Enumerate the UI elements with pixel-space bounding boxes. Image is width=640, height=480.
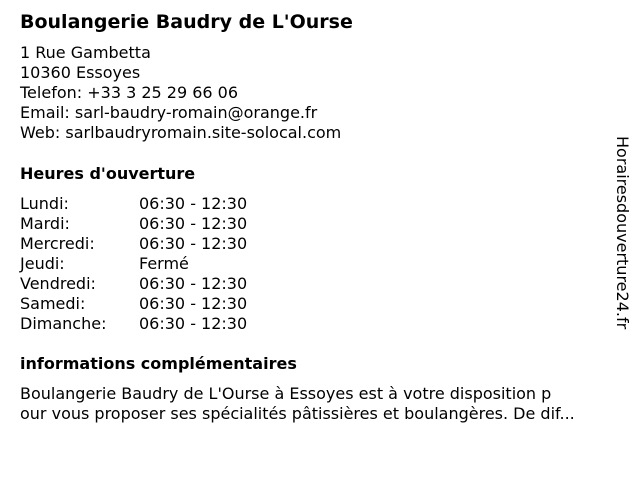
hours-time: 06:30 - 12:30 [139, 234, 248, 253]
hours-day: Mercredi: [20, 234, 95, 253]
phone-text: Telefon: +33 3 25 29 66 06 [20, 83, 239, 102]
hours-time: 06:30 - 12:30 [139, 294, 248, 313]
description-line-2: our vous proposer ses spécialités pâtissières et boulangères. De dif... [20, 404, 575, 423]
hours-day: Jeudi: [20, 254, 65, 273]
hours-time: Fermé [139, 254, 189, 273]
hours-time: 06:30 - 12:30 [139, 214, 248, 233]
brand-watermark: Horairesdouverture24.fr [613, 136, 632, 330]
hours-heading: Heures d'ouverture [20, 164, 196, 183]
hours-day: Samedi: [20, 294, 86, 313]
hours-day: Vendredi: [20, 274, 96, 293]
hours-day: Lundi: [20, 194, 69, 213]
address-street: 1 Rue Gambetta [20, 43, 151, 62]
hours-day: Dimanche: [20, 314, 107, 333]
hours-time: 06:30 - 12:30 [139, 194, 248, 213]
address-city: 10360 Essoyes [20, 63, 141, 82]
business-description [20, 384, 620, 424]
website-text: Web: sarlbaudryromain.site-solocal.com [20, 123, 342, 142]
contact-info [20, 43, 341, 143]
hours-time: 06:30 - 12:30 [139, 314, 248, 333]
email-text: Email: sarl-baudry-romain@orange.fr [20, 103, 318, 122]
hours-day: Mardi: [20, 214, 70, 233]
business-name: Boulangerie Baudry de L'Ourse [20, 11, 353, 33]
description-line-1: Boulangerie Baudry de L'Ourse à Essoyes est à votre disposition p [20, 384, 552, 403]
hours-time: 06:30 - 12:30 [139, 274, 248, 293]
extra-info-heading: informations complémentaires [20, 354, 297, 373]
